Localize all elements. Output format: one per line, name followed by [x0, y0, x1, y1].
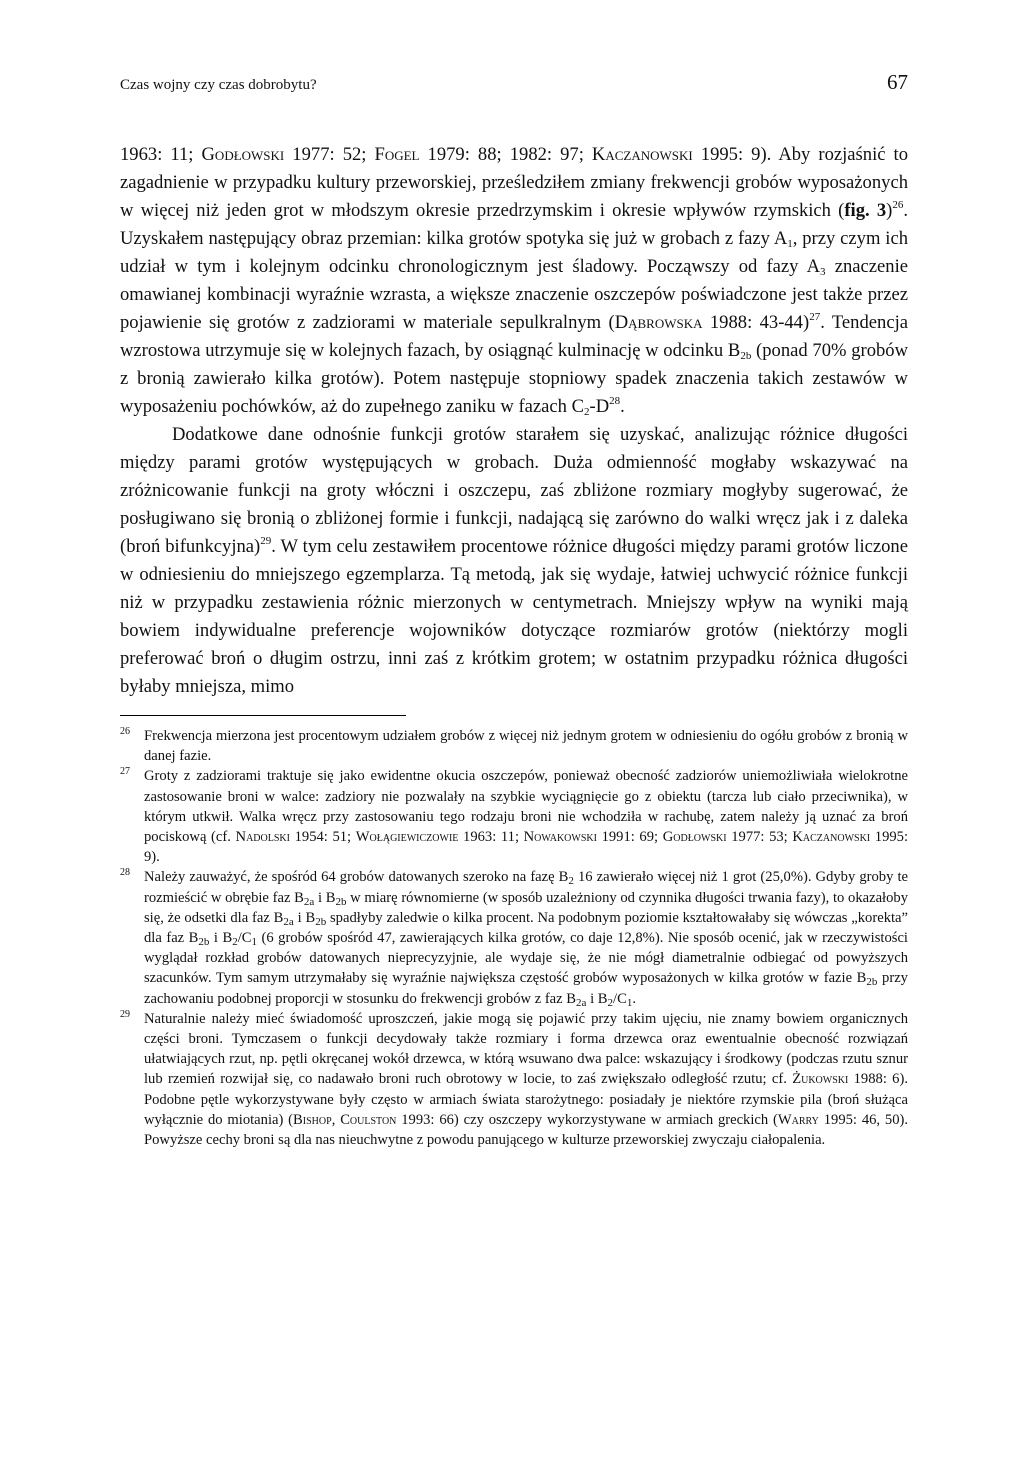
author-name: Nowakowski: [523, 829, 597, 846]
text-run: i B: [314, 889, 336, 906]
text-run: znaczenie omawianej kombinacji wyraźnie wzrasta, a większe znaczenie oszczepów poświadczone jest także przez pojawienie się grotów z zadziorami w materiale sepulkralnym (: [120, 256, 908, 333]
text-run: 1963: 11;: [458, 829, 524, 846]
subscript: 2a: [303, 895, 315, 908]
text-run: 1977: 52;: [284, 144, 375, 165]
author-name: Warry: [777, 1111, 819, 1128]
subscript: 2b: [866, 976, 878, 989]
text-run: ): [886, 200, 893, 221]
text-run: -D: [589, 396, 610, 417]
footnote-number: 26: [120, 726, 130, 737]
footnote-27: [120, 766, 908, 867]
subscript: 2: [568, 875, 574, 888]
text-run: 1993: 66) czy oszczepy wykorzystywane w armiach greckich (: [396, 1111, 778, 1128]
text-run: 1995: 46, 50). Powyższe cechy broni są dla nas nieuchwytne z powodu panującego w kulturze przeworskiej zwyczaju ciałopalenia.: [144, 1111, 909, 1149]
author-name: Wołągiewiczowie: [355, 829, 459, 846]
text-run: 1977: 53;: [726, 829, 793, 846]
footnote-ref-26: 26: [892, 198, 904, 211]
text-run: i B: [586, 990, 608, 1007]
footnotes: [120, 726, 908, 1150]
text-run: Naturalnie należy mieć świadomość uproszczeń, jakie mogą się pojawić przy takim ujęciu, nie znamy bowiem organicznych części broni. Tymczasem o funkcji decydowały także rozmiary i forma drzewca oraz ewentualnie obecność rozwiązań ułatwiających rzut, np. pętli okręcanej wokół drzewca, w którą wsuwano dwa palce: wskazujący i środkowy (podczas rzutu sznur lub rzemień rozwijał się, co nadawało broni ruch obrotowy w locie, to zaś zwiększało odległość rzutu; cf.: [144, 1010, 908, 1088]
footnote-28: [120, 867, 908, 1008]
text-run: /C: [237, 930, 252, 947]
text-run: . Uzyskałem następujący obraz przemian: kilka grotów spotyka się już w grobach z fazy A: [120, 200, 909, 249]
main-text: [120, 141, 908, 701]
running-header: [120, 70, 908, 95]
text-run: 1979: 88; 1982: 97;: [419, 144, 592, 165]
text-run: 1991: 69;: [596, 829, 663, 846]
text-run: spadłyby zaledwie o kilka procent. Na podobnym poziomie kształtowałaby się wówczas „korekta” dla faz B: [144, 909, 908, 947]
footnote-ref-28: 28: [609, 394, 621, 407]
subscript: 2: [584, 405, 590, 418]
text-run: i B: [209, 930, 233, 947]
author-name: Nadolski: [235, 829, 290, 846]
author-name: Godłowski: [201, 144, 285, 165]
text-run: (ponad 70% grobów z bronią zawierało kilka grotów). Potem następuje stopniowy spadek znaczenia takich zestawów w wyposażeniu pochówków, aż do zupełnego zaniku w fazach C: [120, 340, 909, 417]
running-title: Czas wojny czy czas dobrobytu?: [120, 77, 317, 93]
text-run: (6 grobów spośród 47, zawierających kilka grotów, co daje 12,8%). Nie sposób ocenić, jak w rzeczywistości wyglądał rozkład grobów datowanych nieprecyzyjnie, ale wydaje się, że nie mógł diametralnie odbiegać od powyższych szacunków. Tym samym utrzymałaby się wyraźnie największa częstość grobów wyposażonych w kilka grotów w fazie B: [144, 930, 908, 987]
figure-reference: fig. 3: [844, 200, 887, 221]
text-run: , przy czym ich udział w tym i kolejnym odcinku chronologicznym jest śladowy. Począwszy od fazy A: [120, 228, 908, 277]
subscript: 2b: [740, 349, 752, 362]
text-run: 1995: 9). Aby rozjaśnić to zagadnienie w przypadku kultury przeworskiej, prześledziłem zmiany frekwencji grobów wyposażonych w więcej niż jeden grot w młodszym okresie przedrzymskim i okresie wpływów rzymskich (: [120, 144, 908, 221]
subscript: 2: [607, 996, 614, 1009]
footnote-ref-29: 29: [260, 534, 272, 547]
text-run: 16 zawierało więcej niż 1 grot (25,0%). Gdyby groby te rozmieścić w obrębie faz B: [144, 869, 908, 906]
subscript: 2: [232, 935, 238, 948]
author-name: Kaczanowski: [792, 829, 871, 846]
footnote-26: [120, 726, 908, 766]
subscript: 1: [787, 237, 793, 250]
text-run: .: [620, 396, 625, 417]
text-run: . Tendencja wzrostowa utrzymuje się w kolejnych fazach, by osiągnąć kulminację w odcinku B: [120, 312, 908, 361]
author-name: Kaczanowski: [591, 144, 693, 165]
footnote-number: 29: [120, 1008, 130, 1020]
text-run: Groty z zadziorami traktuje się jako ewidentne okucia oszczepów, ponieważ obecność zadziorów uniemożliwiała wielokrotne zastosowanie broni w walce: zadziory nie pozwalały na szybkie wyciągnięcie go z obiektu (tarcza lub ciało przeciwnika), w którym utkwił. Walka wręcz przy zastosowaniu tego rodzaju broni nie wchodziła w rachubę, zatem należy ją uznać za broń pociskową (cf.: [144, 768, 908, 846]
text-run: 1988: 6). Podobne pętle wykorzystywane były często w armiach świata starożytnego: posiadały je niektóre rzymskie pila (broń służąca wyłącznie do miotania) (: [144, 1071, 908, 1128]
author-name: Coulston: [340, 1111, 397, 1128]
subscript: 1: [251, 935, 257, 948]
text-run: przy zachowaniu podobnej proporcji w stosunku do frekwencji grobów z faz B: [144, 970, 908, 1007]
author-name: Dąbrowska: [614, 312, 703, 333]
text-run: 1954: 51;: [289, 829, 356, 846]
subscript: 3: [820, 265, 826, 278]
text-run: 1995: 9).: [144, 829, 909, 866]
subscript: 2a: [576, 996, 587, 1009]
footnote-29: [120, 1009, 908, 1150]
subscript: 1: [626, 996, 633, 1009]
author-name: Fogel: [374, 144, 420, 165]
footnote-ref-27: 27: [809, 310, 821, 323]
page-number: 67: [887, 70, 908, 94]
text-run: .: [632, 990, 636, 1007]
text-run: Dodatkowe dane odnośnie funkcji grotów starałem się uzyskać, analizując różnice długości między parami grotów występujących w grobach. Duża odmienność mogłaby wskazywać na zróżnicowanie funkcji na groty włóczni i oszczepu, zaś zbliżone rozmiary mogłyby sugerować, że posługiwano się bronią o zbliżonej formie i funkcji, nadającą się zarówno do walki wręcz jak i z daleka (broń bifunkcyjna): [120, 424, 908, 557]
text-run: ,: [331, 1111, 341, 1128]
footnote-number: 27: [120, 766, 130, 778]
subscript: 2b: [315, 915, 327, 928]
text-run: . W tym celu zestawiłem procentowe różnice długości między parami grotów liczone w odniesieniu do mniejszego egzemplarza. Tą metodą, jak się wydaje, łatwiej uchwycić różnice funkcji niż w przypadku zestawienia różnic mierzonych w centymetrach. Mniejszy wpływ na wyniki mają bowiem indywidualne preferencje wojowników dotyczące rozmiarów grotów (niektórzy mogli preferować broń o długim ostrzu, inni zaś z krótkim grotem; w ostatnim przypadku różnica długości byłaby mniejsza, mimo: [120, 536, 908, 697]
page: [120, 60, 908, 1150]
text-run: i B: [293, 909, 316, 926]
author-name: Żukowski: [792, 1071, 849, 1088]
author-name: Bishop: [293, 1111, 332, 1128]
author-name: Godłowski: [662, 829, 727, 846]
text-run: 1988: 43-44): [702, 312, 810, 333]
text-run: /C: [613, 990, 627, 1007]
subscript: 2b: [198, 935, 210, 948]
text-run: 1963: 11;: [120, 144, 202, 165]
subscript: 2b: [335, 895, 347, 908]
footnote-separator: [120, 715, 406, 716]
text-run: w miarę równomierne (w sposób uzależniony od czynnika długości trwania fazy), to okazałoby się, że odsetki dla faz B: [144, 889, 908, 926]
text-run: Frekwencja mierzona jest procentowym udziałem grobów z więcej niż jednym grotem w odniesieniu do ogółu grobów z bronią w danej fazie.: [144, 728, 908, 765]
subscript: 2a: [283, 915, 294, 928]
paragraph-2: [120, 421, 908, 701]
footnote-number: 28: [120, 867, 130, 879]
paragraph-1: [120, 141, 908, 421]
text-run: Należy zauważyć, że spośród 64 grobów datowanych szeroko na fazę B: [144, 869, 569, 886]
